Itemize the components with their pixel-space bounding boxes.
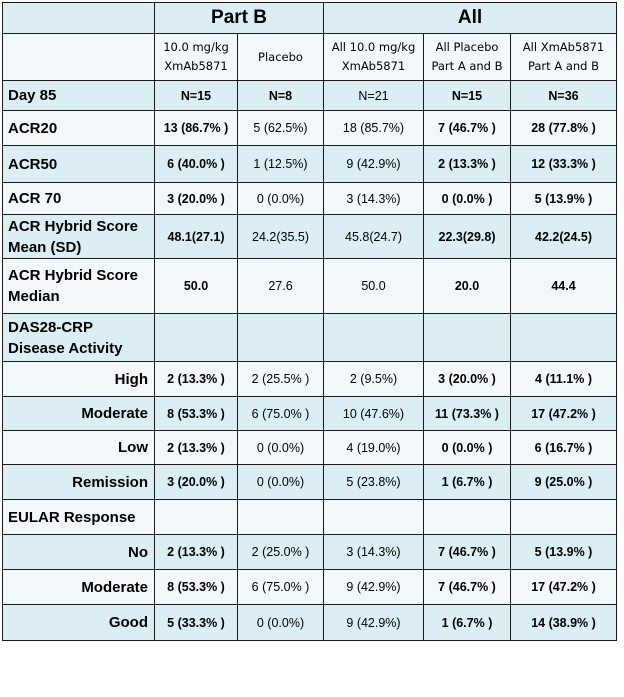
data-cell: 9 (25.0% ) bbox=[511, 465, 617, 500]
data-cell: 2 (13.3% ) bbox=[155, 431, 238, 465]
subheader-row bbox=[3, 34, 617, 81]
table-row bbox=[3, 535, 617, 570]
data-cell: 4 (19.0%) bbox=[324, 431, 424, 465]
row-label-line: DAS28-CRP bbox=[8, 318, 94, 336]
row-label bbox=[3, 431, 155, 465]
data-cell: 8 (53.3% ) bbox=[155, 397, 238, 431]
table-row bbox=[3, 465, 617, 500]
data-cell: 5 (33.3% ) bbox=[155, 605, 238, 641]
row-label bbox=[3, 314, 155, 362]
column-header-line: All Placebo bbox=[435, 40, 499, 54]
row-label bbox=[3, 81, 155, 111]
table-row bbox=[3, 570, 617, 605]
data-cell: 45.8(24.7) bbox=[324, 215, 424, 259]
table-row bbox=[3, 431, 617, 465]
data-cell: 13 (86.7% ) bbox=[155, 111, 238, 146]
data-cell bbox=[424, 500, 511, 535]
data-cell: N=15 bbox=[424, 81, 511, 111]
data-cell: 8 (53.3% ) bbox=[155, 570, 238, 605]
data-cell: 10 (47.6%) bbox=[324, 397, 424, 431]
row-label-line: EULAR Response bbox=[8, 508, 136, 526]
data-cell: 2 (9.5%) bbox=[324, 362, 424, 397]
group-header-all: All bbox=[324, 3, 617, 34]
row-label-line: Remission bbox=[72, 473, 148, 491]
data-cell: N=8 bbox=[238, 81, 324, 111]
table-row bbox=[3, 81, 617, 111]
data-cell: 0 (0.0%) bbox=[238, 431, 324, 465]
row-label-line: ACR Hybrid Score bbox=[8, 267, 139, 284]
data-cell: 42.2(24.5) bbox=[511, 215, 617, 259]
data-cell: 0 (0.0%) bbox=[238, 183, 324, 215]
data-cell: 2 (13.3% ) bbox=[155, 535, 238, 570]
data-cell bbox=[511, 500, 617, 535]
row-label-line: Good bbox=[108, 614, 148, 631]
table-row bbox=[3, 259, 617, 314]
row-label bbox=[3, 215, 155, 259]
data-cell: 2 (13.3% ) bbox=[155, 362, 238, 397]
data-cell bbox=[324, 500, 424, 535]
row-label bbox=[3, 362, 155, 397]
data-cell: 2 (13.3% ) bbox=[424, 146, 511, 183]
row-label bbox=[3, 570, 155, 605]
data-cell: 9 (42.9%) bbox=[324, 570, 424, 605]
data-cell: 17 (47.2% ) bbox=[511, 570, 617, 605]
row-label-line: ACR Hybrid Score bbox=[8, 217, 139, 235]
table-row bbox=[3, 500, 617, 535]
data-cell: 2 (25.0% ) bbox=[238, 535, 324, 570]
column-header-line: All 10.0 mg/kg bbox=[331, 40, 416, 54]
data-cell: 2 (25.5% ) bbox=[238, 362, 324, 397]
data-cell: 44.4 bbox=[511, 259, 617, 314]
data-cell: 5 (13.9% ) bbox=[511, 183, 617, 215]
data-cell: 1 (6.7% ) bbox=[424, 465, 511, 500]
table-row bbox=[3, 215, 617, 259]
data-cell: 3 (20.0% ) bbox=[424, 362, 511, 397]
row-label-line: ACR20 bbox=[8, 119, 58, 137]
data-cell: 3 (14.3%) bbox=[324, 183, 424, 215]
data-cell: N=36 bbox=[511, 81, 617, 111]
row-label bbox=[3, 146, 155, 183]
data-cell: 27.6 bbox=[238, 259, 324, 314]
data-cell: 0 (0.0%) bbox=[238, 465, 324, 500]
data-cell: 12 (33.3% ) bbox=[511, 146, 617, 183]
data-cell: 14 (38.9% ) bbox=[511, 605, 617, 641]
row-label-line: ACR50 bbox=[8, 155, 58, 173]
row-label-line: ACR 70 bbox=[8, 190, 62, 207]
data-cell: 3 (20.0% ) bbox=[155, 465, 238, 500]
data-cell: N=15 bbox=[155, 81, 238, 111]
table-row bbox=[3, 146, 617, 183]
data-cell: 24.2(35.5) bbox=[238, 215, 324, 259]
row-label bbox=[3, 605, 155, 641]
data-cell: 7 (46.7% ) bbox=[424, 111, 511, 146]
column-header-line: Part A and B bbox=[431, 59, 503, 73]
row-label-line: Moderate bbox=[81, 578, 148, 596]
results-table-body bbox=[3, 3, 617, 641]
data-cell: 5 (23.8%) bbox=[324, 465, 424, 500]
data-cell: 5 (62.5%) bbox=[238, 111, 324, 146]
row-label-line: Disease Activity bbox=[8, 339, 123, 357]
row-label bbox=[3, 183, 155, 215]
column-header-line: 10.0 mg/kg bbox=[163, 40, 229, 54]
corner-cell bbox=[3, 3, 155, 34]
data-cell: 9 (42.9%) bbox=[324, 146, 424, 183]
data-cell bbox=[238, 500, 324, 535]
table-row bbox=[3, 111, 617, 146]
data-cell: 6 (75.0% ) bbox=[238, 570, 324, 605]
data-cell: 0 (0.0% ) bbox=[424, 183, 511, 215]
row-label bbox=[3, 397, 155, 431]
data-cell: 28 (77.8% ) bbox=[511, 111, 617, 146]
column-header-line: XmAb5871 bbox=[164, 59, 228, 73]
column-header-line: Placebo bbox=[258, 49, 303, 64]
group-header-row bbox=[3, 3, 617, 34]
data-cell: 5 (13.9% ) bbox=[511, 535, 617, 570]
subheader-corner-cell bbox=[3, 34, 155, 81]
data-cell: 17 (47.2% ) bbox=[511, 397, 617, 431]
data-cell: 18 (85.7%) bbox=[324, 111, 424, 146]
data-cell: 48.1(27.1) bbox=[155, 215, 238, 259]
data-cell: N=21 bbox=[324, 81, 424, 111]
column-header-line: XmAb5871 bbox=[341, 59, 406, 73]
data-cell: 6 (75.0% ) bbox=[238, 397, 324, 431]
row-label bbox=[3, 111, 155, 146]
data-cell: 0 (0.0%) bbox=[238, 605, 324, 641]
data-cell: 1 (6.7% ) bbox=[424, 605, 511, 641]
data-cell: 1 (12.5%) bbox=[238, 146, 324, 183]
results-table bbox=[2, 2, 617, 641]
data-cell: 22.3(29.8) bbox=[424, 215, 511, 259]
group-header-part-b: Part B bbox=[155, 3, 324, 34]
row-label-line: Low bbox=[118, 439, 148, 456]
data-cell bbox=[238, 314, 324, 362]
row-label-line: Mean (SD) bbox=[8, 238, 82, 256]
data-cell: 9 (42.9%) bbox=[324, 605, 424, 641]
data-cell: 4 (11.1% ) bbox=[511, 362, 617, 397]
row-label-line: Moderate bbox=[81, 405, 148, 422]
column-header-line: Part A and B bbox=[527, 59, 600, 73]
data-cell: 50.0 bbox=[324, 259, 424, 314]
column-header-2 bbox=[238, 34, 324, 81]
data-cell: 7 (46.7% ) bbox=[424, 570, 511, 605]
table-row bbox=[3, 314, 617, 362]
column-header-line: All XmAb5871 bbox=[522, 40, 605, 54]
data-cell: 6 (40.0% ) bbox=[155, 146, 238, 183]
data-cell bbox=[324, 314, 424, 362]
data-cell: 7 (46.7% ) bbox=[424, 535, 511, 570]
row-label bbox=[3, 465, 155, 500]
row-label bbox=[3, 535, 155, 570]
data-cell bbox=[511, 314, 617, 362]
data-cell: 6 (16.7% ) bbox=[511, 431, 617, 465]
table-row bbox=[3, 397, 617, 431]
data-cell: 20.0 bbox=[424, 259, 511, 314]
data-cell bbox=[424, 314, 511, 362]
column-header-3 bbox=[324, 34, 424, 81]
row-label bbox=[3, 259, 155, 314]
data-cell: 0 (0.0% ) bbox=[424, 431, 511, 465]
data-cell bbox=[155, 314, 238, 362]
table-row bbox=[3, 605, 617, 641]
data-cell: 11 (73.3% ) bbox=[424, 397, 511, 431]
column-header-5 bbox=[511, 34, 617, 81]
column-header-4 bbox=[424, 34, 511, 81]
row-label bbox=[3, 500, 155, 535]
data-cell bbox=[155, 500, 238, 535]
table-row bbox=[3, 183, 617, 215]
row-label-line: High bbox=[114, 370, 148, 388]
row-label-line: No bbox=[128, 543, 148, 561]
data-cell: 3 (20.0% ) bbox=[155, 183, 238, 215]
row-label-line: Day 85 bbox=[8, 87, 57, 104]
row-label-line: Median bbox=[8, 288, 60, 305]
column-header-1 bbox=[155, 34, 238, 81]
data-cell: 3 (14.3%) bbox=[324, 535, 424, 570]
table-row bbox=[3, 362, 617, 397]
data-cell: 50.0 bbox=[155, 259, 238, 314]
